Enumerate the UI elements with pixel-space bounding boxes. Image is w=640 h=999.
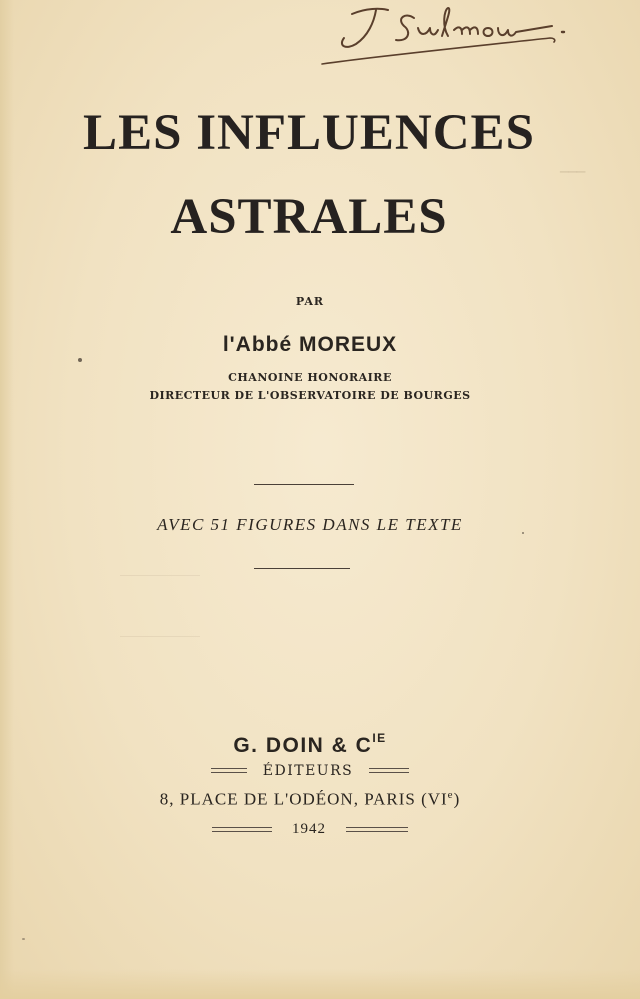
ornament-dashes — [212, 826, 272, 834]
publisher-name — [0, 733, 620, 758]
paper-speck — [22, 938, 25, 940]
by-label: PAR — [295, 295, 325, 308]
author-name: l'Abbé MOREUX — [222, 333, 398, 356]
paper-speck — [78, 358, 82, 362]
bleed-through-mark: ▁▁▁ — [560, 160, 586, 173]
author-role-canon: CHANOINE HONORAIRE — [228, 371, 392, 384]
publisher-label: ÉDITEURS — [262, 763, 354, 779]
publisher-name-superscript: IE — [372, 731, 387, 745]
author-role-director: DIRECTEUR DE L'OBSERVATOIRE DE BOURGES — [149, 389, 471, 402]
book-subtitle: AVEC 51 FIGURES DANS LE TEXTE — [157, 515, 463, 534]
ornament-dashes — [346, 826, 408, 834]
book-title-line-1: LES INFLUENCES — [83, 105, 535, 161]
book-title-line-2: ASTRALES — [170, 189, 448, 245]
publisher-address-superscript: e — [447, 789, 454, 801]
publisher-address-text: 8, PLACE DE L'ODÉON, PARIS (VI — [159, 789, 448, 809]
publication-year-row — [0, 821, 620, 838]
paper-speck — [522, 532, 524, 534]
publisher-address — [0, 789, 620, 810]
paper-bottom-stain — [0, 969, 640, 999]
divider-rule — [254, 568, 350, 569]
divider-rule — [254, 484, 354, 485]
bleed-through-mark — [120, 575, 200, 637]
publication-year: 1942 — [292, 821, 326, 837]
ornament-dashes — [211, 767, 247, 775]
publisher-address-end: ) — [453, 789, 461, 809]
ornament-dashes — [369, 767, 409, 775]
handwritten-signature — [318, 0, 578, 72]
publisher-label-row — [0, 763, 620, 779]
publisher-name-text: G. DOIN & C — [233, 734, 373, 757]
